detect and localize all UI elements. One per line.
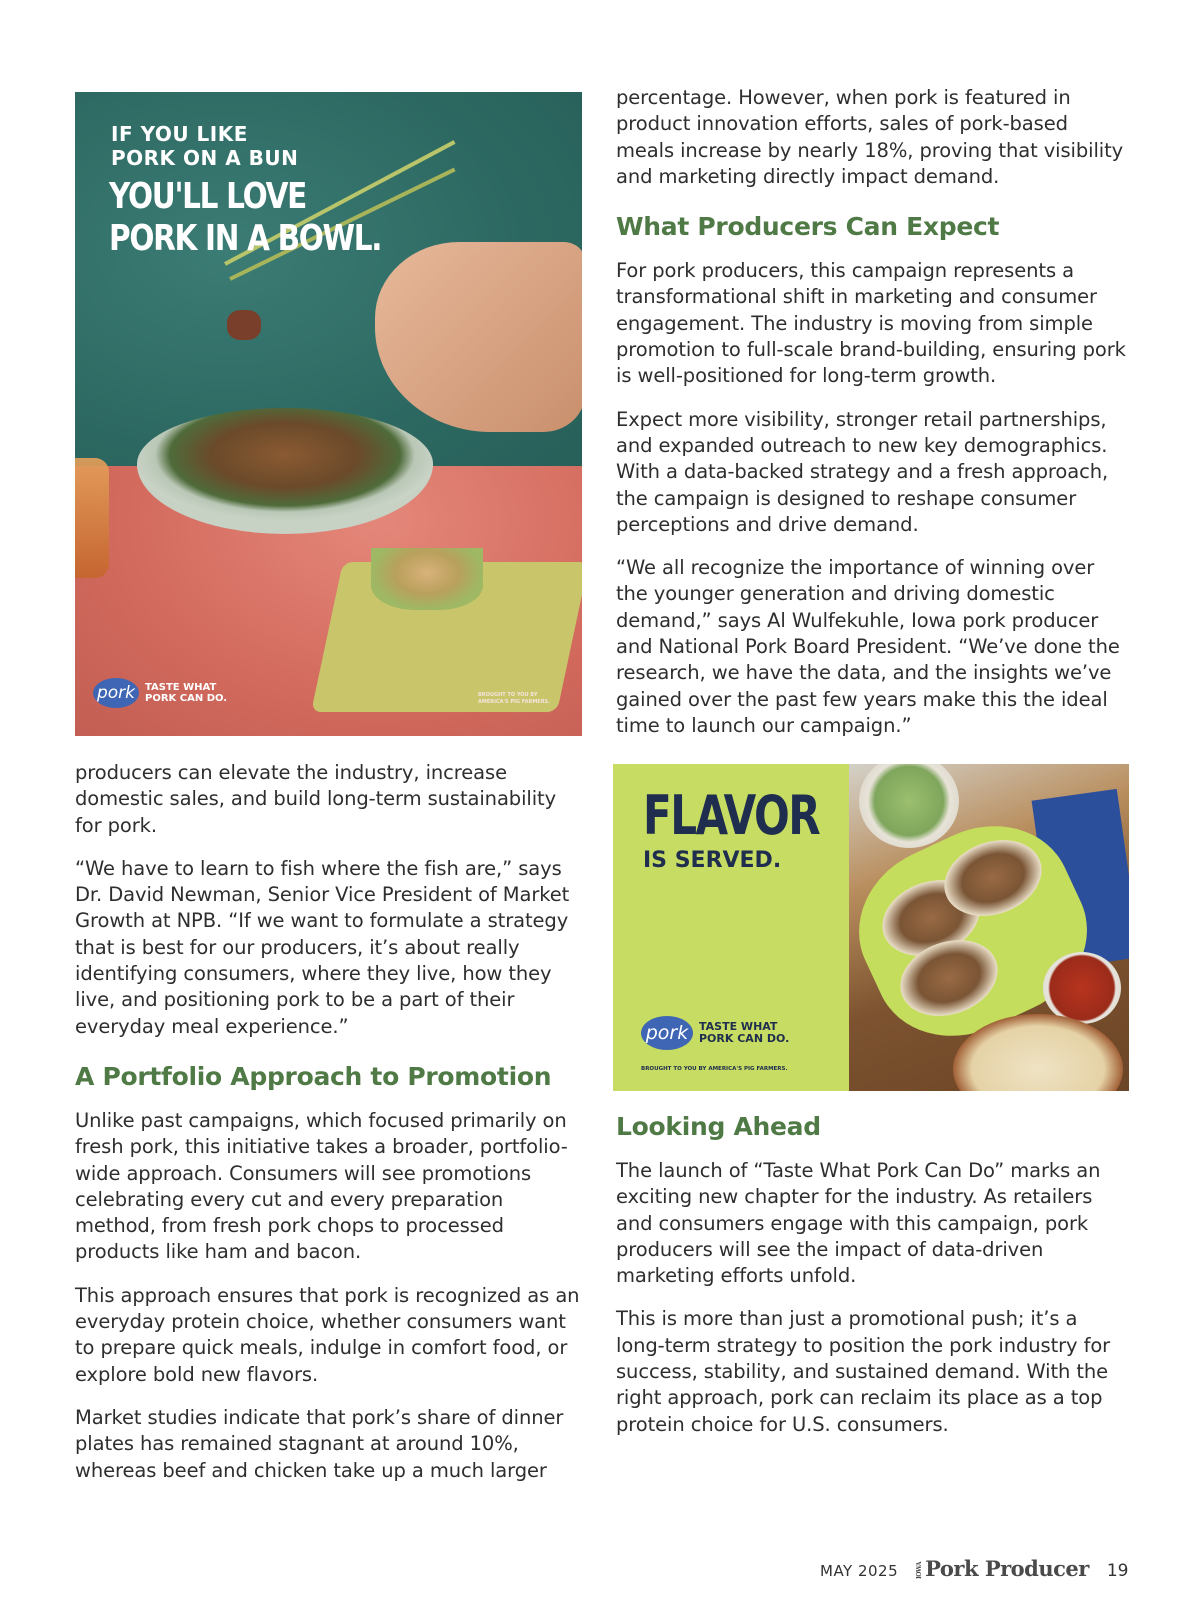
pork-logo: [641, 1016, 789, 1050]
section-heading: A Portfolio Approach to Promotion: [75, 1061, 552, 1091]
right-column-top: [616, 85, 1126, 756]
masthead: [916, 1556, 1089, 1581]
issue-date: MAY 2025: [820, 1562, 899, 1580]
masthead-prefix: IOWA: [916, 1561, 924, 1580]
paragraph: percentage. However, when pork is featured in product innovation efforts, sales of pork-based meals increase by nearly 18%, proving that visibility and marketing directly impact demand.: [616, 86, 1124, 188]
paragraph: “We all recognize the importance of winning over the younger generation and driving domestic demand,” says Al Wulfekuhle, Iowa pork producer and National Pork Board President. “We’ve done the research, we have the data, and the insights we’ve gained over the past few years make this the ideal time to launch our campaign.”: [616, 556, 1120, 737]
peanut-dish-image: [371, 548, 483, 610]
paragraph: For pork producers, this campaign represents a transformational shift in marketing and consumer engagement. The industry is moving from simple promotion to full-scale brand-building, ensuring pork is well-positioned for long-term growth.: [616, 259, 1126, 388]
pork-in-a-bowl-ad: [75, 92, 582, 736]
page-number: 19: [1106, 1561, 1129, 1581]
pork-logo-mark: pork: [93, 678, 139, 708]
ad-brought-by: BROUGHT TO YOU BY AMERICA'S PIG FARMERS.: [641, 1066, 788, 1072]
paragraph: “We have to learn to fish where the fish are,” says Dr. David Newman, Senior Vice President of Market Growth at NPB. “If we want to formulate a strategy that is best for our producers, it’s about really identifying consumers, where they live, how they live, and positioning pork to be a part of their everyday meal experience.”: [75, 856, 570, 1038]
ad-tagline-line: TASTE WHAT: [145, 682, 217, 693]
ad-tagline-line: PORK CAN DO.: [699, 1032, 790, 1045]
paragraph: Market studies indicate that pork’s share of dinner plates has remained stagnant at around 10%, whereas beef and chicken take up a much larger: [75, 1405, 564, 1482]
paragraph: producers can elevate the industry, increase domestic sales, and build long-term sustainability for pork.: [75, 761, 557, 837]
pork-bite-image: [227, 310, 261, 340]
ad-headline-line: IF YOU LIKE: [111, 122, 248, 146]
ad-headline-small: IS SERVED.: [643, 848, 782, 873]
ad-brought-by: BROUGHT TO YOU BY AMERICA'S PIG FARMERS.: [478, 692, 551, 705]
section-heading: What Producers Can Expect: [616, 212, 1000, 242]
ad-headline-line: YOU'LL LOVE: [109, 176, 306, 217]
right-column-bottom: [616, 1112, 1126, 1455]
paragraph: This is more than just a promotional push; it’s a long-term strategy to position the pork industry for success, stability, and sustained demand. With the right approach, pork can reclaim its place as a top protein choice for U.S. consumers.: [616, 1307, 1111, 1436]
left-column: [75, 760, 585, 1501]
ad-headline-small: [111, 122, 298, 170]
page-footer: [820, 1556, 1128, 1581]
paragraph: The launch of “Taste What Pork Can Do” marks an exciting new chapter for the industry. As retailers and consumers engage with this campaign, pork producers will see the impact of data-driven marketing efforts unfold.: [616, 1159, 1101, 1288]
ad-headline-line: PORK IN A BOWL.: [109, 218, 382, 259]
ad-headline-big: FLAVOR: [643, 784, 820, 847]
ad-tagline: [699, 1021, 789, 1045]
masthead-title: Pork Producer: [925, 1556, 1089, 1581]
noodle-bowl-image: [137, 408, 433, 520]
flavor-is-served-ad: [613, 764, 1129, 1091]
salsa-bowl-image: [1043, 952, 1121, 1024]
ad-headline-line: PORK ON A BUN: [111, 146, 299, 170]
ad-headline-big: [109, 176, 381, 260]
paragraph: Unlike past campaigns, which focused primarily on fresh pork, this initiative takes a broader, portfolio-wide approach. Consumers will see promotions celebrating every cut and every preparation method, from fresh pork chops to processed products like ham and bacon.: [75, 1108, 568, 1264]
paragraph: Expect more visibility, stronger retail partnerships, and expanded outreach to new key demographics. With a data-backed strategy and a fresh approach, the campaign is designed to reshape consumer perceptions and drive demand.: [616, 407, 1109, 536]
ad-tagline: [145, 682, 227, 704]
pork-logo: [93, 678, 227, 708]
paragraph: This approach ensures that pork is recognized as an everyday protein choice, whether consumers want to prepare quick meals, indulge in comfort food, or explore bold new flavors.: [75, 1283, 580, 1386]
amber-glass-image: [75, 458, 109, 578]
ad-tagline-line: TASTE WHAT: [699, 1020, 778, 1033]
ad-tagline-line: PORK CAN DO.: [145, 693, 228, 704]
pork-logo-mark: pork: [641, 1016, 693, 1050]
section-heading: Looking Ahead: [616, 1112, 821, 1141]
